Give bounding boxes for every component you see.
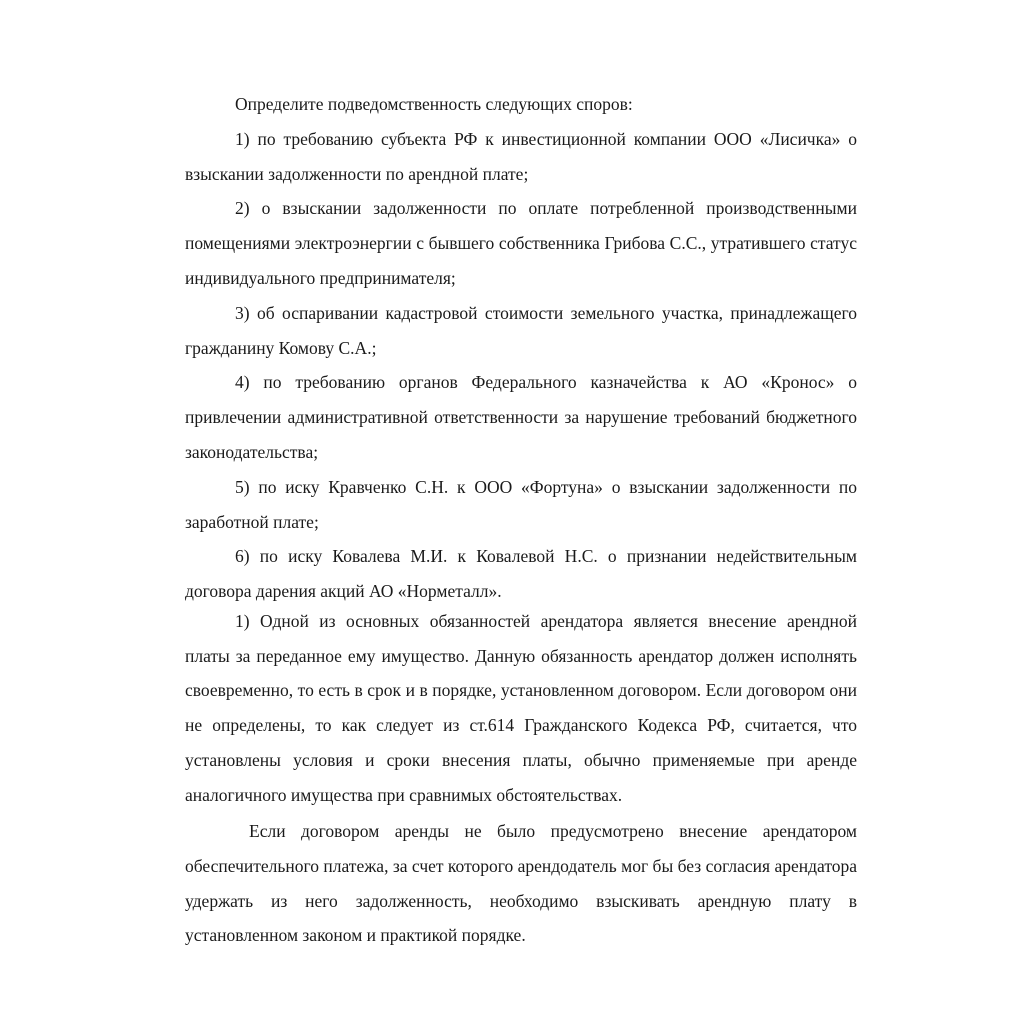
task-item-5: 5) по иску Кравченко С.Н. к ООО «Фортуна» о взыскании задолженности по заработной плате; — [185, 476, 857, 532]
task-item-3: 3) об оспаривании кадастровой стоимости земельного участка, принадлежащего гражданину Комову С.А.; — [185, 302, 857, 358]
task-item-6: 6) по иску Ковалева М.И. к Ковалевой Н.С. о признании недействительным договора дарения акций АО «Норметалл». — [185, 546, 857, 602]
answer-paragraph-1: 1) Одной из основных обязанностей арендатора является внесение арендной платы за переданное ему имущество. Данную обязанность арендатор должен исполнять своевременно, то есть в срок и в порядке, установленном договором. Если договором они не определены, то как следует из ст.614 Гражданского Кодекса РФ, считается, что установлены условия и сроки внесения платы, обычно применяемые при аренде аналогичного имущества при сравнимых обстоятельствах. — [185, 611, 857, 805]
answer-section — [185, 604, 857, 953]
task-item-2: 2) о взыскании задолженности по оплате потребленной производственными помещениями электроэнергии с бывшего собственника Грибова С.С., утратившего статус индивидуального предпринимателя; — [185, 198, 857, 288]
answer-paragraph-2: Если договором аренды не было предусмотрено внесение арендатором обеспечительного платежа, за счет которого арендодатель мог бы без согласия арендатора удержать из него задолженность, необходимо взыскивать арендную плату в установленном законом и практикой порядке. — [185, 821, 857, 946]
task-heading: Определите подведомственность следующих споров: — [235, 94, 633, 114]
task-item-4: 4) по требованию органов Федерального казначейства к АО «Кронос» о привлечении административной ответственности за нарушение требований бюджетного законодательства; — [185, 372, 857, 462]
task-item-1: 1) по требованию субъекта РФ к инвестиционной компании ООО «Лисичка» о взыскании задолженности по арендной плате; — [185, 128, 857, 184]
task-section — [185, 87, 857, 609]
